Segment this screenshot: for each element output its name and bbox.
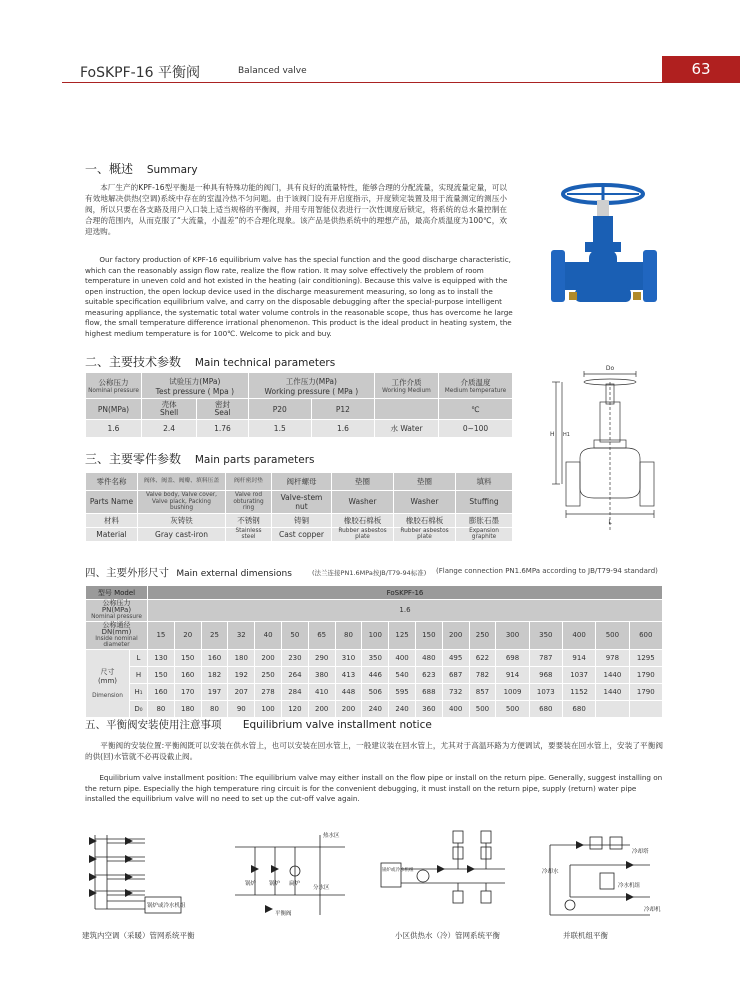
dim-dn-value: 40 [255,621,282,649]
tech-seal-value: 1.76 [197,419,248,437]
tech-pn-value: 1.6 [86,419,142,437]
header-subtitle: Balanced valve [238,66,307,76]
diagram2-label-b1: 锅炉 [245,881,257,887]
parts-cell: 填料 [456,473,513,491]
dim-dn-value: 32 [228,621,255,649]
parts-cell: 零件名称 [86,473,138,491]
install-heading-cn: 五、平衡阀安装使用注意事项 [85,719,222,731]
tech-col4-cn: 工作介质 [391,377,422,387]
dim-value: 180 [228,649,255,666]
diagram-parallel-units [540,825,668,925]
dim-value: 500 [469,700,496,717]
dim-dn-value: 500 [596,621,629,649]
parts-cell: Washer [332,491,394,513]
dim-size-label-en: Dimension [92,692,123,699]
dim-value: 170 [174,683,201,700]
dim-heading-en: Main external dimensions [176,569,292,579]
parts-cell: Material [86,527,138,541]
diagram2-label-valve: 平衡阀 [275,911,292,917]
tech-temp-value: 0~100 [439,419,513,437]
dim-value: 1073 [529,683,562,700]
dim-value: 782 [469,666,496,683]
parts-cell: Rubber asbestos plate [332,527,394,541]
diagram4-label3: 冷水机组 [618,883,641,889]
drawing-label-h1: H1 [563,432,570,438]
dim-value: 192 [228,666,255,683]
tech-col5-unit: ℃ [439,399,513,419]
tech-shell-value: 2.4 [142,419,197,437]
dim-value: 506 [362,683,389,700]
dim-value: 230 [281,649,308,666]
dim-dn-value: 350 [529,621,562,649]
dim-heading-cn: 四、主要外形尺寸 [85,567,169,579]
dimensions-heading [85,565,292,580]
dim-dn-value: 25 [201,621,228,649]
diagram3-box-label: 锅炉或冷水机组 [382,868,414,873]
tech-heading-cn: 二、主要技术参数 [85,355,182,369]
dim-value: 197 [201,683,228,700]
parts-cell: Rubber asbestos plate [394,527,456,541]
dim-value: 687 [442,666,469,683]
tech-shell-header [142,399,197,419]
tech-seal-en: Seal [214,408,231,418]
tech-p12-header: P12 [311,399,374,419]
tech-col1-en: Nominal pressure [88,387,139,394]
parts-cell: Expansion graphite [456,527,513,541]
dim-value: 978 [596,649,629,666]
tech-col2-en: Test pressure ( Mpa ) [155,386,235,396]
drawing-label-l: L [608,519,612,526]
summary-heading-cn: 一、概述 [85,162,134,176]
parts-cell: Cast copper [272,527,332,541]
dim-value: 968 [529,666,562,683]
dim-model-label: 型号 Model [86,586,148,600]
diagram2-label-b3: 扁炉 [289,881,301,887]
dim-value: 240 [362,700,389,717]
parts-cell: 垫圈 [394,473,456,491]
dim-value: 264 [281,666,308,683]
parts-table [85,472,513,542]
parts-heading-en: Main parts parameters [194,454,315,466]
tech-col2-header [142,373,249,399]
dimensions-table [85,585,663,718]
diagram4-label1: 冷却塔 [632,849,649,855]
dim-value: 698 [496,649,529,666]
header-rule [62,82,740,83]
dim-value: 200 [335,700,362,717]
parts-cell: 膨胀石墨 [456,513,513,527]
dim-value: 680 [529,700,562,717]
drawing-label-do: Do [605,365,615,372]
dim-size-label-cn: 尺寸 [100,667,115,676]
diagram3-caption: 小区供热水（冷）管网系统平衡 [395,931,500,940]
tech-col1-header [86,373,142,399]
parts-cell: Valve-stem nut [272,491,332,513]
dim-dn-value: 600 [629,621,662,649]
dim-value [596,700,629,717]
dim-value: 150 [148,666,175,683]
diagram-district-heating [375,825,525,925]
dim-row-name: H₁ [130,683,148,700]
tech-seal-header [197,399,248,419]
drawing-label-h: H [550,431,555,438]
tech-col3-en: Working pressure ( MPa ) [264,386,359,396]
dim-value: 688 [415,683,442,700]
tech-col1-unit: PN(MPa) [86,399,142,419]
dim-value: 207 [228,683,255,700]
dim-value: 448 [335,683,362,700]
tech-seal-cn: 密封 [214,400,230,410]
parts-heading-cn: 三、主要零件参数 [85,452,182,466]
dim-value: 540 [389,666,416,683]
dim-value: 595 [389,683,416,700]
diagram2-label-top: 热水区 [323,833,340,839]
dim-value [629,700,662,717]
tech-col5-header [439,373,513,399]
diagram2-label-b2: 锅炉 [269,881,281,887]
dim-dn-value: 65 [308,621,335,649]
dim-size-unit: (mm) [97,676,118,685]
dim-value: 200 [255,649,282,666]
parts-cell: Stainless steel [226,527,272,541]
parts-cell: 不锈钢 [226,513,272,527]
dim-value: 290 [308,649,335,666]
parts-cell: 阀杆螺母 [272,473,332,491]
dim-value: 182 [201,666,228,683]
parts-cell: Gray cast-iron [138,527,226,541]
dim-value: 500 [496,700,529,717]
diagram4-label2: 冷却水 [542,869,559,875]
dim-value: 278 [255,683,282,700]
parts-cell: 铸铜 [272,513,332,527]
dim-value: 680 [562,700,595,717]
dim-model-value: FoSKPF-16 [148,586,663,600]
tech-col4-blank [375,399,439,419]
dim-value: 623 [415,666,442,683]
dim-dn-value: 200 [442,621,469,649]
dim-value: 200 [308,700,335,717]
dim-value: 360 [415,700,442,717]
parts-cell: 阀杆密封垫 [226,473,272,491]
tech-col1-cn: 公称压力 [98,377,129,387]
dim-value: 1440 [596,683,629,700]
summary-paragraph-cn: 本厂生产的KPF-16型平衡是一种具有特殊功能的阀门，具有良好的流量特性，能够合理的分配流量，实现流量定量，可以有效地解决供热(空调)系统中存在的室温冷热不匀问题。由于该阀门设有开启度指示，开度锁定装置及用于流量测定的测压小阀，所以只要在各支路及用户入口装上适当规格的平衡阀，并用专用智能仪表进行一次性调度后锁定，将系统的总水量控制在合理的范围内，从而克服了“大流量，小温差”的不合理化现象。该产品是供热系统中的理想产品，最高介质温度为100℃，欢迎选购。 [85,183,507,236]
dim-value: 480 [415,649,442,666]
diagram2-label-zone: 分水区 [313,885,330,891]
dim-value: 446 [362,666,389,683]
dim-value: 160 [148,683,175,700]
tech-col5-en: Medium temperature [444,387,507,394]
dim-value: 150 [174,649,201,666]
dim-dn-value: 80 [335,621,362,649]
dim-dn-value: 20 [174,621,201,649]
dim-value: 410 [308,683,335,700]
parts-cell: 橡胶石棉板 [394,513,456,527]
parts-cell: 橡胶石棉板 [332,513,394,527]
summary-heading-en: Summary [146,164,198,176]
dim-row-name: D₀ [130,700,148,717]
diagram4-label4: 冷却机 [644,907,661,913]
dim-pn-value: 1.6 [148,600,663,622]
dim-dn-value: 50 [281,621,308,649]
dim-note-en: (Flange connection PN1.6MPa according to JB/T79-94 standard) [436,567,658,575]
diagram1-caption: 建筑内空调（采暖）管网系统平衡 [82,931,195,940]
dim-value: 1790 [629,683,662,700]
header-title: FoSKPF-16 平衡阀 [80,65,200,81]
dim-value: 914 [562,649,595,666]
parts-cell: Stuffing [456,491,513,513]
valve-photo [545,178,663,338]
tech-params-heading [85,353,335,370]
dim-dn-value: 100 [362,621,389,649]
diagram-boiler-loop [225,825,365,925]
install-paragraph-cn: 平衡阀的安装位置:平衡阀既可以安装在供水管上，也可以安装在回水管上，一般建议装在回水管上，尤其对于高温环路为方便调试，要要装在回水管上，安装了平衡阀的供(回)水管就不必再设截止阀。 [85,741,663,761]
valve-technical-drawing [550,362,668,540]
dim-value: 1037 [562,666,595,683]
dim-value: 400 [389,649,416,666]
tech-col4-en: Working Medium [382,387,431,394]
tech-p20-value: 1.5 [248,419,311,437]
summary-paragraph-en: Our factory production of KPF-16 equilibrium valve has the special function and the good discharge characteristic, which can the reasonably assign flow rate, realize the flow ration. It may solve effectively the problem of room temperature in uneven cold and hot existed in the heating (air conditioning). Because this valve is equipped with the open instruction, the open lockup device used in the discharge measurement measuring, so long as to install the suitable specification equilibrium valve, and carry on the disposable debugging after the special-purpose intelligent measuring appliance, the systematic total water volume controls in the reasonable scope, thus has overcome he large flow, the small temperature difference irrational phenomenon. This product is the ideal product in heating system, the highest medium temperature is for 100℃. Welcome to pick and buy. [85,255,513,338]
dim-dn-value: 300 [496,621,529,649]
tech-col3-header [248,373,374,399]
diagram4-caption: 并联机组平衡 [563,931,608,940]
parts-cell: Valve rod obturating ring [226,491,272,513]
dim-dn-value: 250 [469,621,496,649]
dim-value: 100 [255,700,282,717]
dim-value: 1440 [596,666,629,683]
summary-heading [85,160,198,177]
tech-shell-en: Shell [159,408,179,418]
diagram1-box-label: 锅炉或冷水机组 [147,903,186,909]
parts-cell: 材料 [86,513,138,527]
dim-row-name: H [130,666,148,683]
parts-cell: Valve body, Valve cover, Valve plack, Packing bushing [138,491,226,513]
dim-value: 400 [442,700,469,717]
dim-pn-label-cn: 公称压力PN(MPa) [101,599,132,614]
dim-value: 180 [174,700,201,717]
dim-size-label [86,649,130,717]
dim-dn-value: 125 [389,621,416,649]
tech-p20-header: P20 [248,399,311,419]
dim-value: 1152 [562,683,595,700]
dim-pn-label [86,600,148,622]
dim-value: 284 [281,683,308,700]
tech-p12-value: 1.6 [311,419,374,437]
dim-dn-value: 400 [562,621,595,649]
dim-value: 787 [529,649,562,666]
dim-dn-value: 150 [415,621,442,649]
dim-value: 857 [469,683,496,700]
parts-cell: 阀体、阀盖、阀瓣、填料压盖 [138,473,226,491]
dim-value: 240 [389,700,416,717]
tech-col4-header [375,373,439,399]
dim-dn-label-cn: 公称通径DN(mm) [101,620,132,636]
dim-value: 1009 [496,683,529,700]
dim-value: 120 [281,700,308,717]
parts-heading [85,450,315,467]
tech-params-table [85,372,513,438]
dim-dn-label [86,621,148,649]
dim-value: 160 [174,666,201,683]
dim-value: 90 [228,700,255,717]
dim-value: 310 [335,649,362,666]
dim-value: 160 [201,649,228,666]
dim-dn-label-en: Inside nominal diameter [95,635,138,648]
dim-value: 130 [148,649,175,666]
parts-cell: Parts Name [86,491,138,513]
tech-col5-cn: 介质温度 [460,377,491,387]
parts-cell: Washer [394,491,456,513]
dim-value: 413 [335,666,362,683]
tech-col3-cn: 工作压力(MPa) [285,376,337,386]
install-paragraph-en: Equilibrium valve installment position: The equilibrium valve may either install on the flow pipe or install on the return pipe. Generally, suggest installing on the return pipe. Especially the high temperature ring circuit is for the convenient debugging, it must install on the return pipe, supply (return) water pipe installed the equilibrium valve will no need to set up the cut-off valve again. [85,773,663,803]
dim-value: 80 [148,700,175,717]
dim-value: 622 [469,649,496,666]
tech-medium-value: 水 Water [375,419,439,437]
dim-value: 1790 [629,666,662,683]
install-heading [85,717,432,732]
tech-shell-cn: 壳体 [161,400,177,410]
dim-value: 1295 [629,649,662,666]
dim-dn-value: 15 [148,621,175,649]
dim-value: 495 [442,649,469,666]
dim-value: 732 [442,683,469,700]
dim-note-cn: (法兰连接PN1.6MPa按JB/T79-94标准) [312,569,427,577]
install-heading-en: Equilibrium valve installment notice [242,719,432,731]
dim-row-name: L [130,649,148,666]
dim-value: 914 [496,666,529,683]
dim-value: 350 [362,649,389,666]
dim-pn-label-en: Nominal pressure [91,614,142,620]
parts-cell: 灰铸铁 [138,513,226,527]
tech-col2-cn: 试验压力(MPa) [169,376,221,386]
dim-value: 250 [255,666,282,683]
page-number: 63 [662,56,740,83]
tech-heading-en: Main technical parameters [194,357,336,369]
diagram-building-hvac [85,825,205,925]
dim-value: 80 [201,700,228,717]
parts-cell: 垫圈 [332,473,394,491]
dim-value: 380 [308,666,335,683]
